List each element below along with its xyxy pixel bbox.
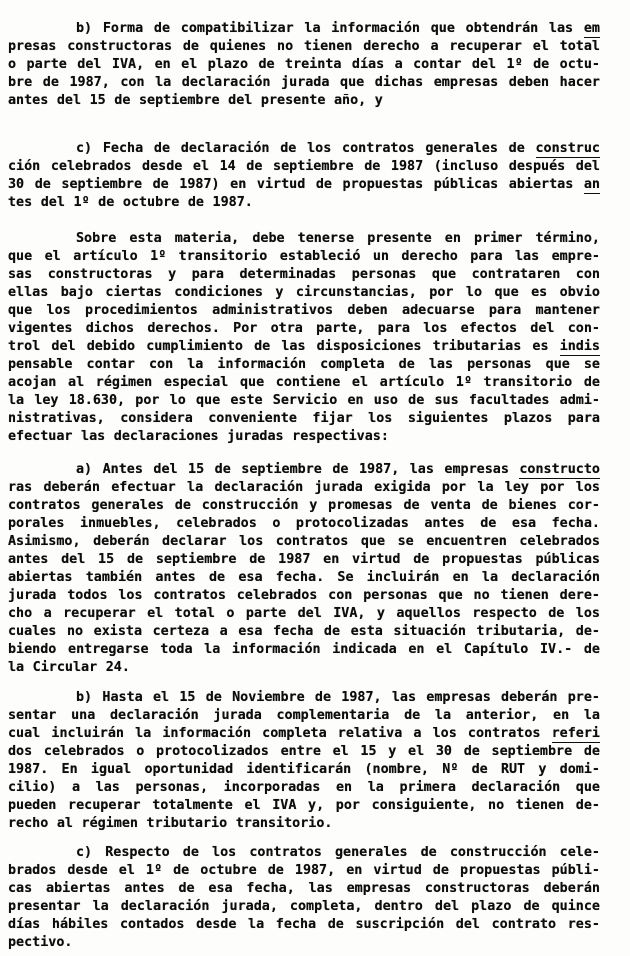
text-segment: días hábiles contados desde la fecha de suscripción del contrato res-: [8, 917, 600, 932]
text-segment: la Circular 24.: [8, 660, 130, 675]
text-line: [8, 797, 600, 815]
text-line: [8, 392, 600, 410]
underlined-syllable: construc: [535, 141, 600, 156]
underlined-syllable: indis: [559, 339, 600, 354]
text-segment: c) Respecto de los contratos generales de construcción cele-: [76, 845, 600, 860]
text-segment: que los procedimientos administrativos deben adecuarse para mantener: [8, 303, 600, 318]
text-line: [8, 862, 600, 880]
text-line: [8, 761, 600, 779]
text-segment: c) Fecha de declaración de los contratos generales de: [76, 141, 536, 156]
paragraph: [8, 20, 600, 110]
text-segment: efectuar las declaraciones juradas respectivas:: [8, 429, 389, 444]
text-line: [8, 844, 600, 862]
text-line: [8, 587, 600, 605]
text-line: [8, 659, 600, 677]
text-segment: presentar la declaración jurada, completa, dentro del plazo de quince: [8, 899, 600, 914]
text-line: [8, 194, 600, 212]
text-segment: trol del debido cumplimiento de las disposiciones tributarias es: [8, 339, 560, 354]
text-segment: nistrativas, considera conveniente fijar los siguientes plazos para: [8, 411, 600, 426]
text-segment: Asimismo, deberán declarar los contratos que se encuentren celebrados: [8, 534, 600, 549]
text-line: [8, 898, 600, 916]
text-line: [8, 302, 600, 320]
text-line: [8, 623, 600, 641]
text-segment: pueden recuperar totalmente el IVA y, por consiguiente, no tienen de-: [8, 798, 600, 813]
text-segment: vigentes dichos derechos. Por otra parte, para los efectos del con-: [8, 321, 600, 336]
text-segment: pensable contar con la información completa de las personas que se: [8, 357, 600, 372]
text-segment: b) Forma de compatibilizar la información que obtendrán las: [76, 21, 584, 36]
text-line: [8, 284, 600, 302]
paragraph: [8, 461, 600, 677]
text-line: [8, 158, 600, 176]
text-line: [8, 356, 600, 374]
text-segment: 30 de septiembre de 1987) en virtud de propuestas públicas abiertas: [8, 177, 584, 192]
text-segment: porales inmuebles, celebrados o protocolizadas antes de esa fecha.: [8, 516, 600, 531]
text-segment: antes del 15 de septiembre del presente año, y: [8, 93, 383, 108]
text-line: [8, 20, 600, 38]
text-line: [8, 248, 600, 266]
text-line: [8, 428, 600, 446]
text-line: [8, 515, 600, 533]
document-body: [8, 20, 600, 952]
text-segment: abiertas también antes de esa fecha. Se incluirán en la declaración: [8, 570, 600, 585]
text-segment: tes del 1º de octubre de 1987.: [8, 195, 253, 210]
text-line: [8, 725, 600, 743]
text-line: [8, 479, 600, 497]
text-line: [8, 689, 600, 707]
text-line: [8, 266, 600, 284]
text-line: [8, 605, 600, 623]
text-segment: ras deberán efectuar la declaración jurada exigida por la ley por los: [8, 480, 600, 495]
text-line: [8, 176, 600, 194]
text-segment: la ley 18.630, por lo que este Servicio en uso de sus facultades admi-: [8, 393, 600, 408]
text-line: [8, 230, 600, 248]
text-line: [8, 461, 600, 479]
text-segment: sas constructoras y para determinadas personas que contrataren con: [8, 267, 600, 282]
paragraph: [8, 689, 600, 833]
text-segment: biendo entregarse toda la información indicada en el Capítulo IV.- de: [8, 642, 600, 657]
text-segment: Sobre esta materia, debe tenerse presente en primer término,: [76, 231, 600, 246]
text-line: [8, 140, 600, 158]
text-segment: dos celebrados o protocolizados entre el 15 y el 30 de septiembre de: [8, 744, 600, 759]
text-line: [8, 374, 600, 392]
underlined-syllable: em: [583, 21, 600, 36]
text-line: [8, 497, 600, 515]
text-line: [8, 779, 600, 797]
text-line: [8, 551, 600, 569]
text-segment: a) Antes del 15 de septiembre de 1987, las empresas: [76, 462, 520, 477]
text-line: [8, 38, 600, 56]
underlined-syllable: constructo: [519, 462, 600, 477]
text-segment: cas abiertas antes de esa fecha, las empresas constructoras deberán: [8, 881, 600, 896]
text-line: [8, 92, 600, 110]
text-line: [8, 74, 600, 92]
text-segment: brados desde el 1º de octubre de 1987, en virtud de propuestas públi-: [8, 863, 600, 878]
text-line: [8, 880, 600, 898]
text-segment: cilio) a las personas, incorporadas en la primera declaración que: [8, 780, 600, 795]
paragraph: [8, 230, 600, 446]
text-segment: pectivo.: [8, 935, 73, 950]
text-line: [8, 934, 600, 952]
text-segment: acojan al régimen especial que contiene el artículo 1º transitorio de: [8, 375, 600, 390]
paragraph: [8, 844, 600, 952]
text-segment: que el artículo 1º transitorio estableció un derecho para las empre-: [8, 249, 600, 264]
text-segment: presas constructoras de quienes no tienen derecho a recuperar el total: [8, 39, 600, 54]
text-segment: cuales no exista certeza a esa fecha de esta situación tributaria, de-: [8, 624, 600, 639]
text-segment: cual incluirán la información completa relativa a los contratos: [8, 726, 552, 741]
text-segment: jurada todos los contratos celebrados con personas que no tienen dere-: [8, 588, 600, 603]
text-line: [8, 410, 600, 428]
text-segment: ción celebrados desde el 14 de septiembre de 1987 (incluso después del: [8, 159, 600, 174]
paragraph: [8, 140, 600, 212]
text-segment: ellas bajo ciertas condiciones y circunstancias, por lo que es obvio: [8, 285, 600, 300]
text-line: [8, 916, 600, 934]
text-segment: antes del 15 de septiembre de 1987 en virtud de propuestas públicas: [8, 552, 600, 567]
text-line: [8, 320, 600, 338]
text-line: [8, 815, 600, 833]
text-segment: 1987. En igual oportunidad identificarán (nombre, Nº de RUT y domi-: [8, 762, 600, 777]
text-line: [8, 641, 600, 659]
text-line: [8, 338, 600, 356]
text-segment: recho al régimen tributario transitorio.: [8, 816, 333, 831]
text-segment: bre de 1987, con la declaración jurada que dichas empresas deben hacer: [8, 75, 600, 90]
text-segment: o parte del IVA, en el plazo de treinta días a contar del 1º de octu-: [8, 57, 600, 72]
text-line: [8, 56, 600, 74]
text-segment: cho a recuperar el total o parte del IVA, y aquellos respecto de los: [8, 606, 600, 621]
text-line: [8, 533, 600, 551]
text-segment: contratos generales de construcción y promesas de venta de bienes cor-: [8, 498, 600, 513]
text-segment: b) Hasta el 15 de Noviembre de 1987, las empresas deberán pre-: [76, 690, 600, 705]
underlined-syllable: an: [583, 177, 600, 192]
text-line: [8, 707, 600, 725]
text-line: [8, 569, 600, 587]
underlined-syllable: referi: [551, 726, 600, 741]
text-segment: sentar una declaración jurada complementaria de la anterior, en la: [8, 708, 600, 723]
text-line: [8, 743, 600, 761]
